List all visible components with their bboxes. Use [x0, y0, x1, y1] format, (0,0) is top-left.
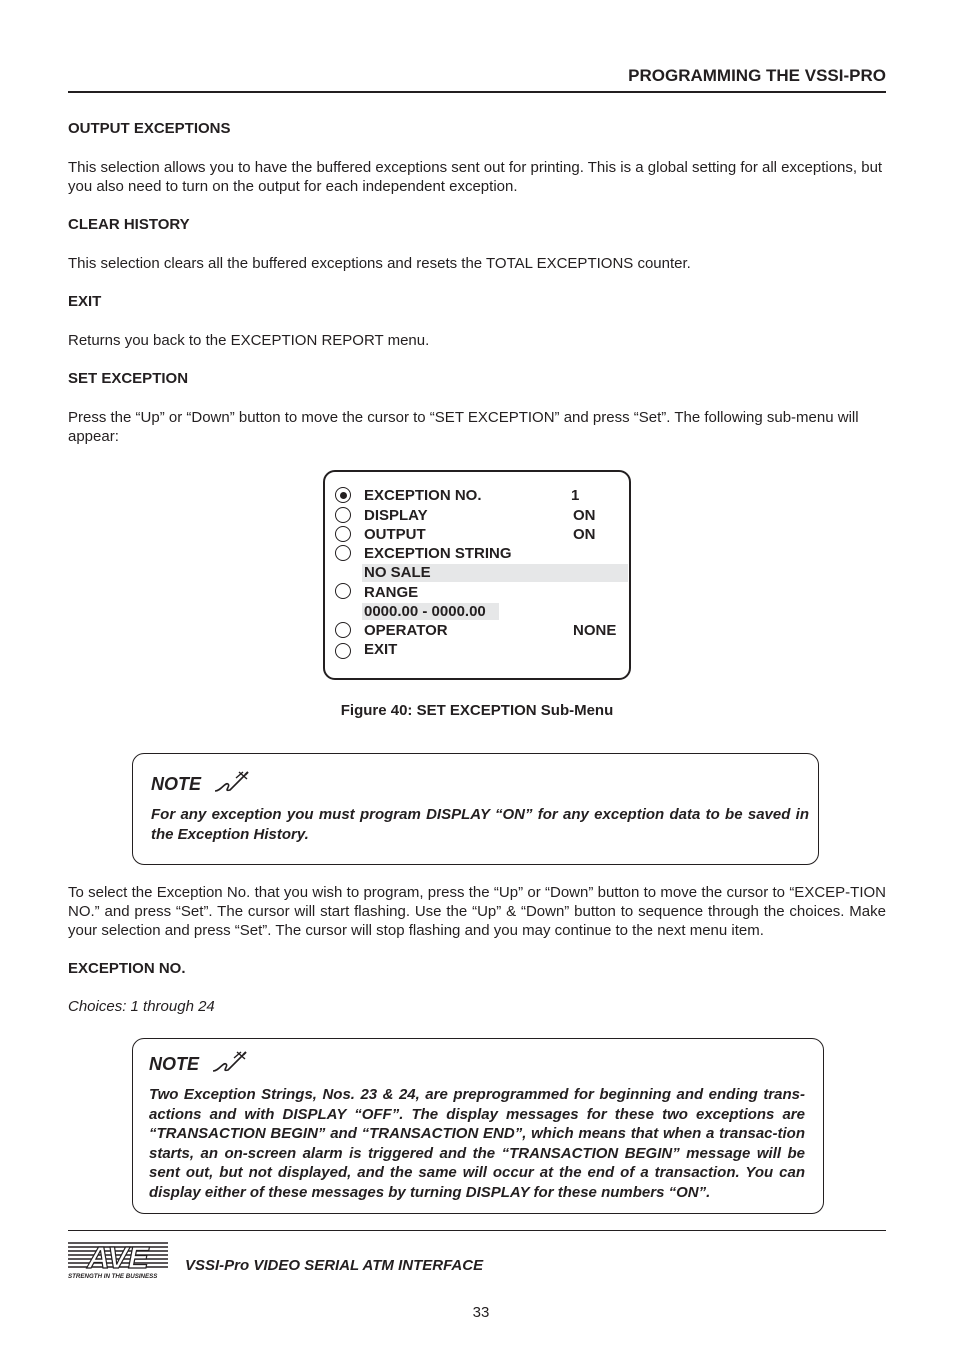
- menu-value-display: ON: [573, 507, 596, 524]
- page-header-title: PROGRAMMING THE VSSI-PRO: [628, 66, 886, 85]
- note-text: For any exception you must program DISPLAY “ON” for any exception data to be saved in the Exception History.: [151, 806, 809, 843]
- note-title: NOTE: [151, 774, 202, 794]
- clear-history-body: This selection clears all the buffered exceptions and resets the TOTAL EXCEPTIONS counter.: [68, 255, 691, 272]
- instructions-paragraph: To select the Exception No. that you wish to program, press the “Up” or “Down” button to move the cursor to “EXCEP-TION NO.” and press “Set”. The cursor will start flashing. Use the “Up” & “Down” button to sequence through the choices. Make your selection and press “Set”. The cursor will stop flashing and you may continue to the next menu item.: [68, 884, 886, 939]
- ave-logo: [68, 1237, 170, 1281]
- footer-product-name: VSSI-Pro VIDEO SERIAL ATM INTERFACE: [185, 1257, 484, 1274]
- menu-item-range[interactable]: RANGE: [364, 584, 419, 601]
- svg-text:AVE: AVE: [87, 1240, 149, 1275]
- exception-no-heading: EXCEPTION NO.: [68, 960, 186, 977]
- note-title: NOTE: [149, 1054, 200, 1074]
- menu-item-output[interactable]: OUTPUT: [364, 526, 426, 543]
- radio-button-icon[interactable]: [335, 583, 351, 599]
- clear-history-heading: CLEAR HISTORY: [68, 216, 190, 233]
- menu-item-display[interactable]: DISPLAY: [364, 507, 428, 524]
- radio-button-icon[interactable]: [335, 526, 351, 542]
- svg-text:STRENGTH IN THE BUSINESS: STRENGTH IN THE BUSINESS: [68, 1273, 158, 1280]
- menu-item-exception-no[interactable]: EXCEPTION NO.: [364, 487, 482, 504]
- footer-rule: [68, 1230, 886, 1231]
- menu-item-operator[interactable]: OPERATOR: [364, 622, 448, 639]
- header-rule: [68, 91, 886, 93]
- exit-heading: EXIT: [68, 293, 102, 310]
- radio-selected-dot: [340, 492, 347, 499]
- radio-button-icon[interactable]: [335, 622, 351, 638]
- radio-button-icon[interactable]: [335, 487, 351, 503]
- set-exception-heading: SET EXCEPTION: [68, 370, 189, 387]
- note-text: Two Exception Strings, Nos. 23 & 24, are preprogrammed for beginning and ending trans-actions and with DISPLAY “OFF”. The display messages for these two exceptions are “TRANSACTION BEGIN” and “TRANSACTION END”, which means that when a transac-tion starts, an on-screen alarm is triggered and the “TRANSACTION BEGIN” message will be sent out, but not displayed, and the same will occur at the end of a transaction. You can display either of these messages by turning DISPLAY for these numbers “ON”.: [149, 1086, 805, 1201]
- menu-item-exit[interactable]: EXIT: [364, 641, 398, 658]
- output-exceptions-heading: OUTPUT EXCEPTIONS: [68, 120, 231, 137]
- menu-value-range: 0000.00 - 0000.00: [364, 603, 486, 620]
- figure-caption: Figure 40: SET EXCEPTION Sub-Menu: [340, 702, 614, 719]
- output-exceptions-body: This selection allows you to have the buffered exceptions sent out for printing. This is a global setting for all exceptions, but you also need to turn on the output for each independent exception.: [68, 159, 883, 195]
- menu-item-exception-string[interactable]: EXCEPTION STRING: [364, 545, 512, 562]
- menu-value-exception-no: 1: [571, 487, 580, 504]
- exit-body: Returns you back to the EXCEPTION REPORT menu.: [68, 332, 430, 349]
- radio-button-icon[interactable]: [335, 545, 351, 561]
- exception-no-choices: Choices: 1 through 24: [68, 998, 215, 1015]
- menu-value-output: ON: [573, 526, 596, 543]
- page-number: 33: [472, 1304, 490, 1321]
- set-exception-body: Press the “Up” or “Down” button to move the cursor to “SET EXCEPTION” and press “Set”. The following sub-menu will appear:: [68, 409, 859, 445]
- menu-value-operator: NONE: [573, 622, 617, 639]
- radio-button-icon[interactable]: [335, 643, 351, 659]
- radio-button-icon[interactable]: [335, 507, 351, 523]
- writing-hand-icon: [212, 769, 250, 795]
- menu-value-exception-string: NO SALE: [364, 564, 431, 581]
- writing-hand-icon: [210, 1049, 248, 1075]
- ave-logo-mark: [68, 1237, 170, 1281]
